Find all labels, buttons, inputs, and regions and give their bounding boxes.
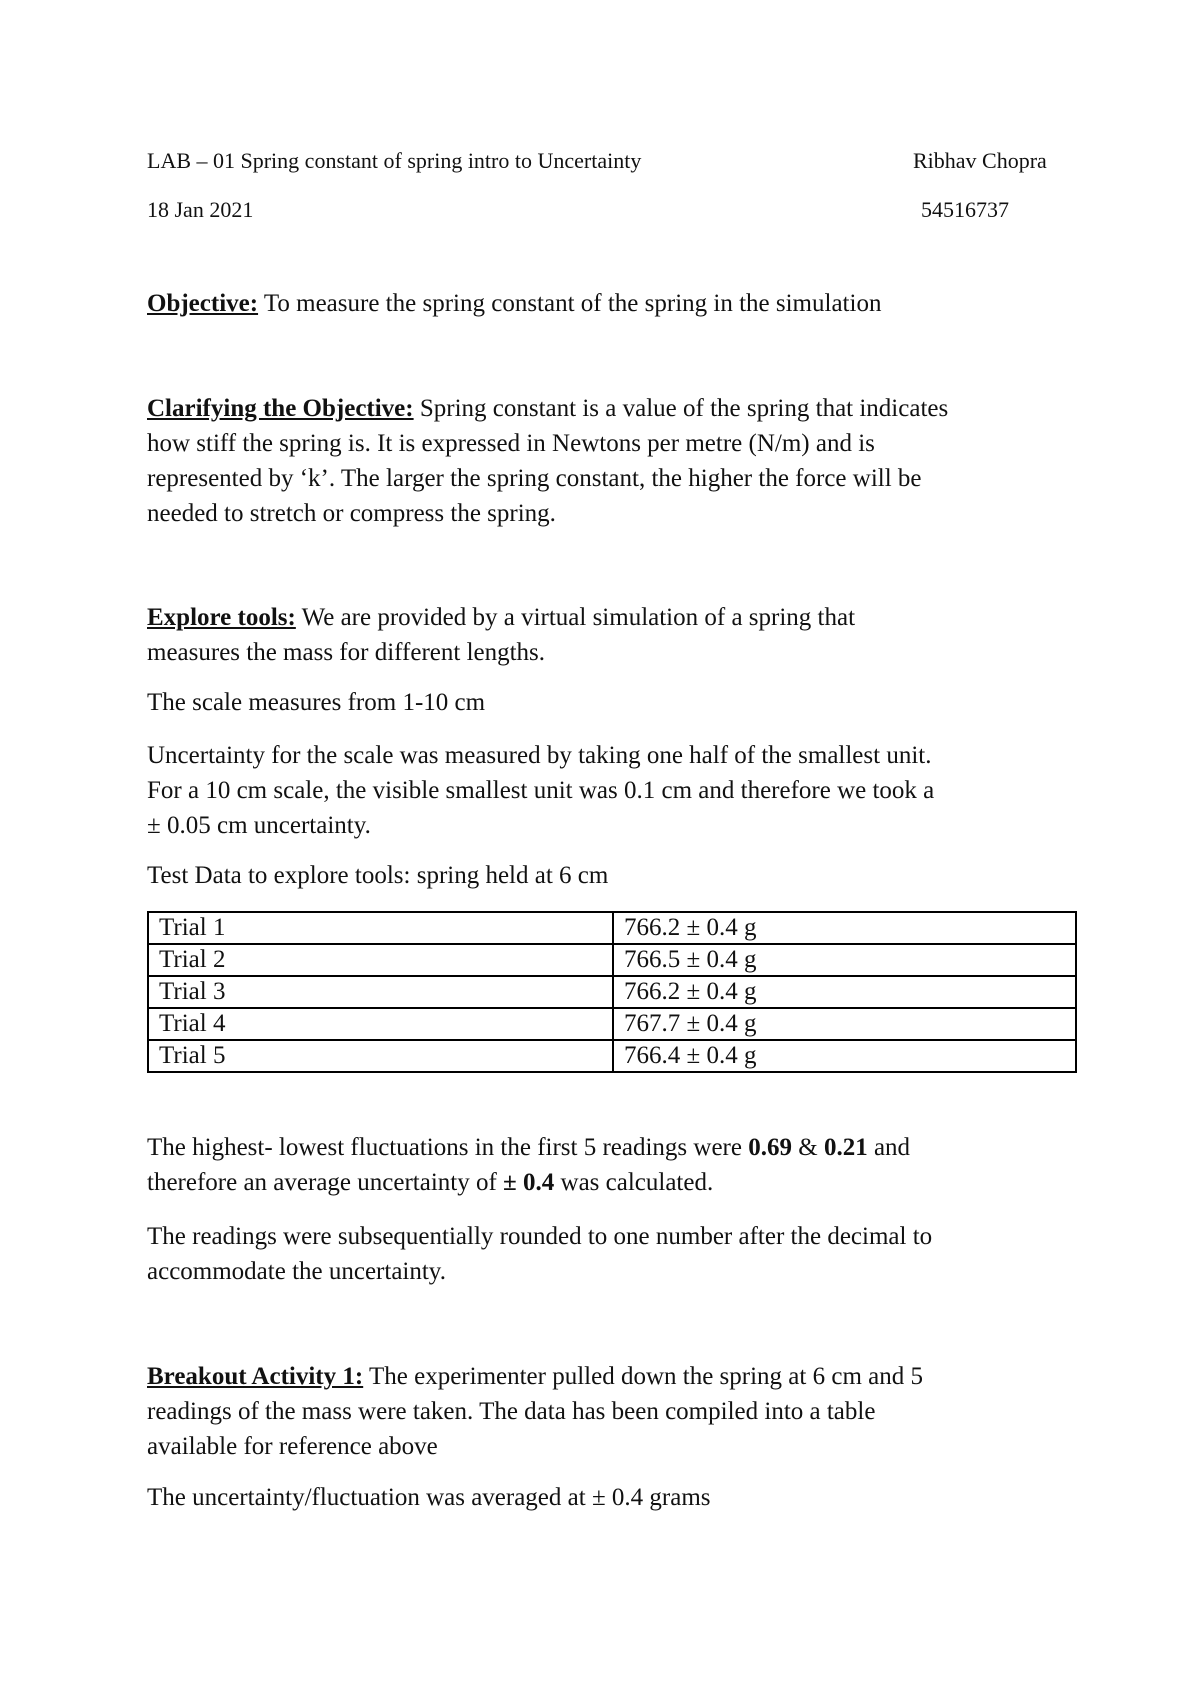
lab-title: LAB – 01 Spring constant of spring intro to Uncertainty <box>147 148 642 173</box>
explore-paragraph <box>147 600 1087 670</box>
author-name: Ribhav Chopra <box>913 148 1047 173</box>
table-row <box>148 912 1076 944</box>
breakout-line-2: readings of the mass were taken. The data has been compiled into a table <box>147 1398 876 1425</box>
rounded-line-2: accommodate the uncertainty. <box>147 1258 446 1285</box>
fluct-post: and <box>867 1134 911 1161</box>
breakout-heading: Breakout Activity 1: <box>147 1363 364 1390</box>
clarifying-line-4: needed to stretch or compress the spring. <box>147 500 556 527</box>
fluct-low: 0.21 <box>823 1134 868 1161</box>
breakout-paragraph <box>147 1359 1087 1464</box>
fluct-high: 0.69 <box>748 1134 792 1161</box>
trial-value: 766.4 ± 0.4 g <box>613 1040 1076 1072</box>
trial-label: Trial 4 <box>148 1008 613 1040</box>
breakout-average-text: The uncertainty/fluctuation was averaged at ± 0.4 grams <box>147 1484 711 1511</box>
student-id: 54516737 <box>921 197 1009 222</box>
fluct-amp: & <box>791 1134 824 1161</box>
breakout-line-1: The experimenter pulled down the spring at 6 cm and 5 <box>363 1363 923 1390</box>
objective-heading: Objective: <box>147 290 259 317</box>
explore-line-1: We are provided by a virtual simulation of a spring that <box>295 604 856 631</box>
table-row <box>148 1008 1076 1040</box>
uncertainty-line-3: ± 0.05 cm uncertainty. <box>147 812 371 839</box>
explore-heading: Explore tools: <box>147 604 296 631</box>
fluct-avg: ± 0.4 <box>503 1169 555 1196</box>
table-row <box>148 944 1076 976</box>
fluctuation-paragraph <box>147 1130 1087 1200</box>
table-row <box>148 976 1076 1008</box>
objective-text: To measure the spring constant of the spring in the simulation <box>258 290 882 317</box>
rounded-line-1: The readings were subsequentially rounded to one number after the decimal to <box>147 1223 933 1250</box>
trial-value: 766.5 ± 0.4 g <box>613 944 1076 976</box>
trial-value: 767.7 ± 0.4 g <box>613 1008 1076 1040</box>
clarifying-line-1: Spring constant is a value of the spring that indicates <box>413 395 949 422</box>
trials-table <box>147 911 1077 1073</box>
fluct-pre: The highest- lowest fluctuations in the first 5 readings were <box>147 1134 749 1161</box>
explore-line-2: measures the mass for different lengths. <box>147 639 546 666</box>
breakout-line-3: available for reference above <box>147 1433 438 1460</box>
trial-value: 766.2 ± 0.4 g <box>613 912 1076 944</box>
objective-paragraph <box>147 286 1087 321</box>
uncertainty-line-1: Uncertainty for the scale was measured by taking one half of the smallest unit. <box>147 742 932 769</box>
uncertainty-paragraph <box>147 738 1087 843</box>
fluct-line2-pre: therefore an average uncertainty of <box>147 1169 504 1196</box>
clarifying-line-3: represented by ‘k’. The larger the spring constant, the higher the force will be <box>147 465 922 492</box>
fluct-line2-post: was calculated. <box>554 1169 714 1196</box>
trial-label: Trial 5 <box>148 1040 613 1072</box>
lab-date: 18 Jan 2021 <box>147 197 254 222</box>
trial-label: Trial 1 <box>148 912 613 944</box>
clarifying-heading: Clarifying the Objective: <box>147 395 414 422</box>
test-data-text: Test Data to explore tools: spring held at 6 cm <box>147 862 609 889</box>
clarifying-paragraph <box>147 391 1087 531</box>
trial-value: 766.2 ± 0.4 g <box>613 976 1076 1008</box>
uncertainty-line-2: For a 10 cm scale, the visible smallest unit was 0.1 cm and therefore we took a <box>147 777 935 804</box>
table-row <box>148 1040 1076 1072</box>
trial-label: Trial 2 <box>148 944 613 976</box>
clarifying-line-2: how stiff the spring is. It is expressed in Newtons per metre (N/m) and is <box>147 430 875 457</box>
trial-label: Trial 3 <box>148 976 613 1008</box>
scale-text: The scale measures from 1-10 cm <box>147 689 486 716</box>
rounded-paragraph <box>147 1219 1087 1289</box>
